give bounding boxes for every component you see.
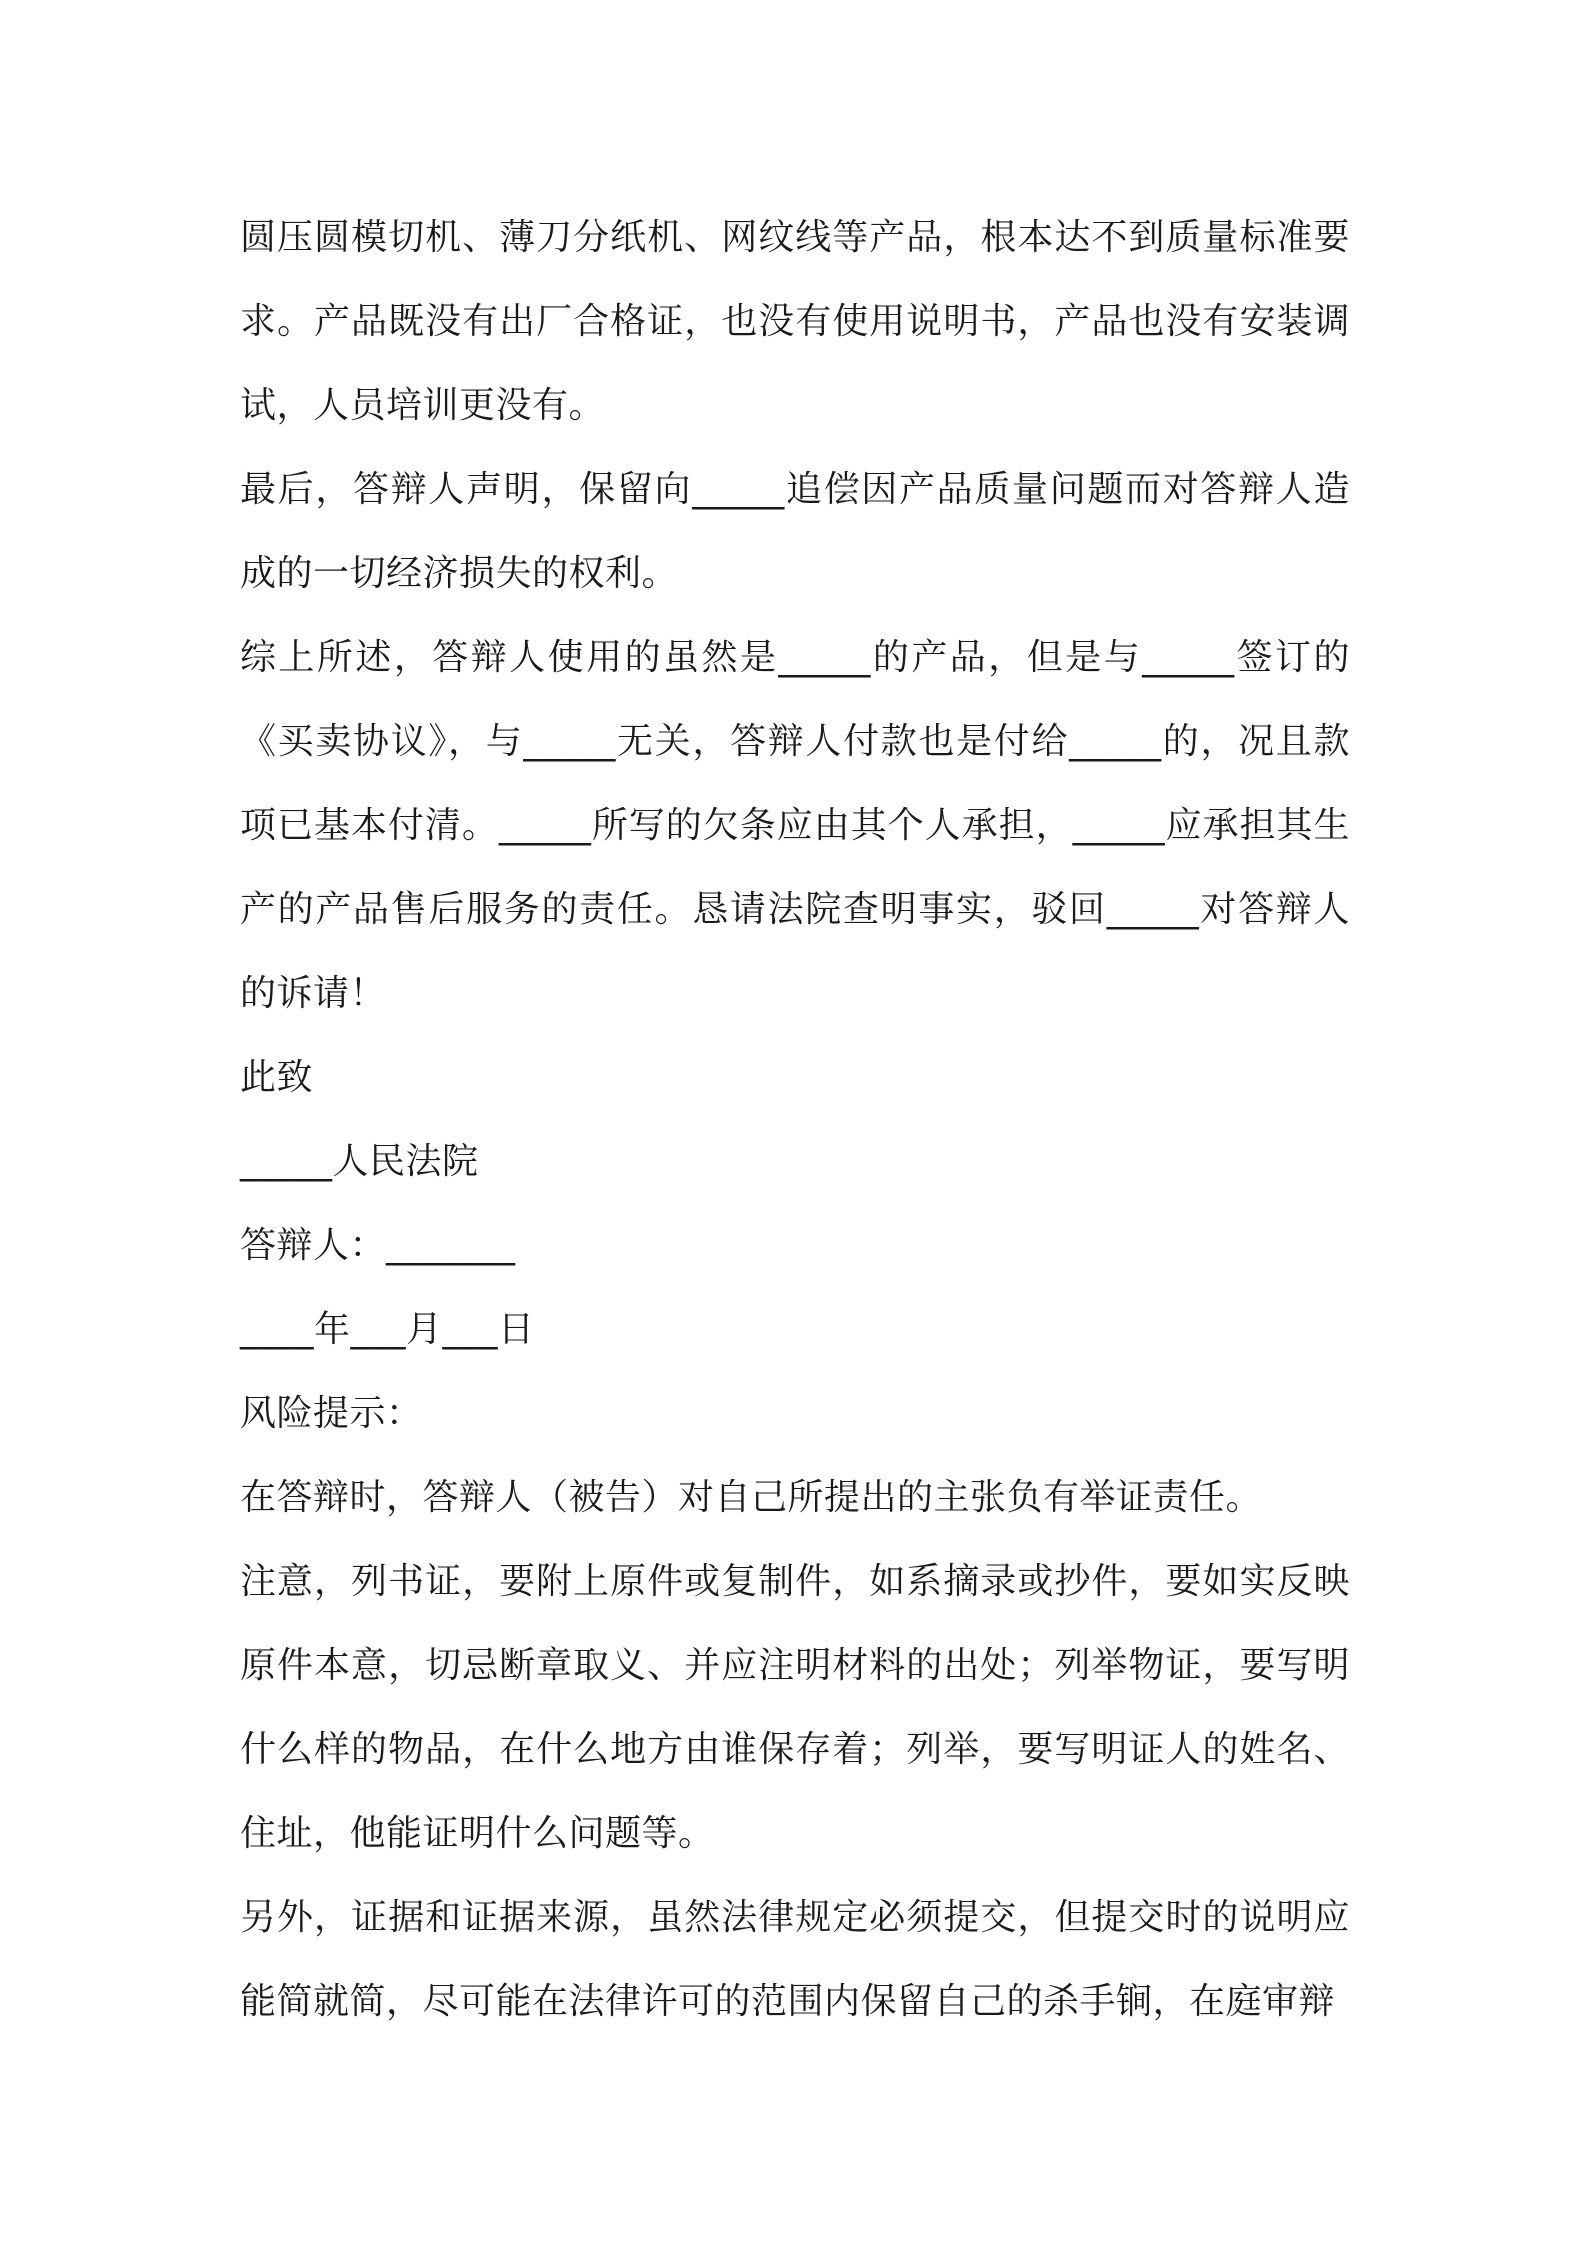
paragraph-court: _____人民法院 [240,1141,479,1182]
paragraph-summary: 综上所述，答辩人使用的虽然是_____的产品，但是与_____签订的《买卖协议》，与_____无关，答辩人付款也是付给_____的，况且款项已基本付清。_____所写的欠条应由其个人承担，_____应承担其生产的产品售后服务的责任。恳请法院查明事实，驳回_____对答辩人的诉请！ [240,637,1350,1014]
paragraph-risk-heading: 风险提示： [240,1393,423,1434]
paragraph-salutation: 此致 [240,1057,314,1098]
paragraph-rights-reservation: 最后，答辩人声明，保留向_____追偿因产品质量问题而对答辩人造成的一切经济损失的权利。 [240,469,1350,594]
paragraph-respondent: 答辩人：_______ [240,1225,516,1266]
document-body [240,196,1350,2044]
paragraph-product-quality: 圆压圆模切机、薄刀分纸机、网纹线等产品，根本达不到质量标准要求。产品既没有出厂合格证，也没有使用说明书，产品也没有安装调试，人员培训更没有。 [240,217,1350,426]
paragraph-evidence-sources: 另外，证据和证据来源，虽然法律规定必须提交，但提交时的说明应能简就简，尽可能在法律许可的范围内保留自己的杀手锏，在庭审辩 [240,1897,1350,2022]
paragraph-burden-of-proof: 在答辩时，答辩人（被告）对自己所提出的主张负有举证责任。 [240,1477,1263,1518]
paragraph-evidence-notes: 注意，列书证，要附上原件或复制件，如系摘录或抄件，要如实反映原件本意，切忌断章取义、并应注明材料的出处；列举物证，要写明什么样的物品，在什么地方由谁保存着；列举，要写明证人的姓名、住址，他能证明什么问题等。 [240,1561,1350,1854]
paragraph-date: ____年___月___日 [240,1309,535,1350]
